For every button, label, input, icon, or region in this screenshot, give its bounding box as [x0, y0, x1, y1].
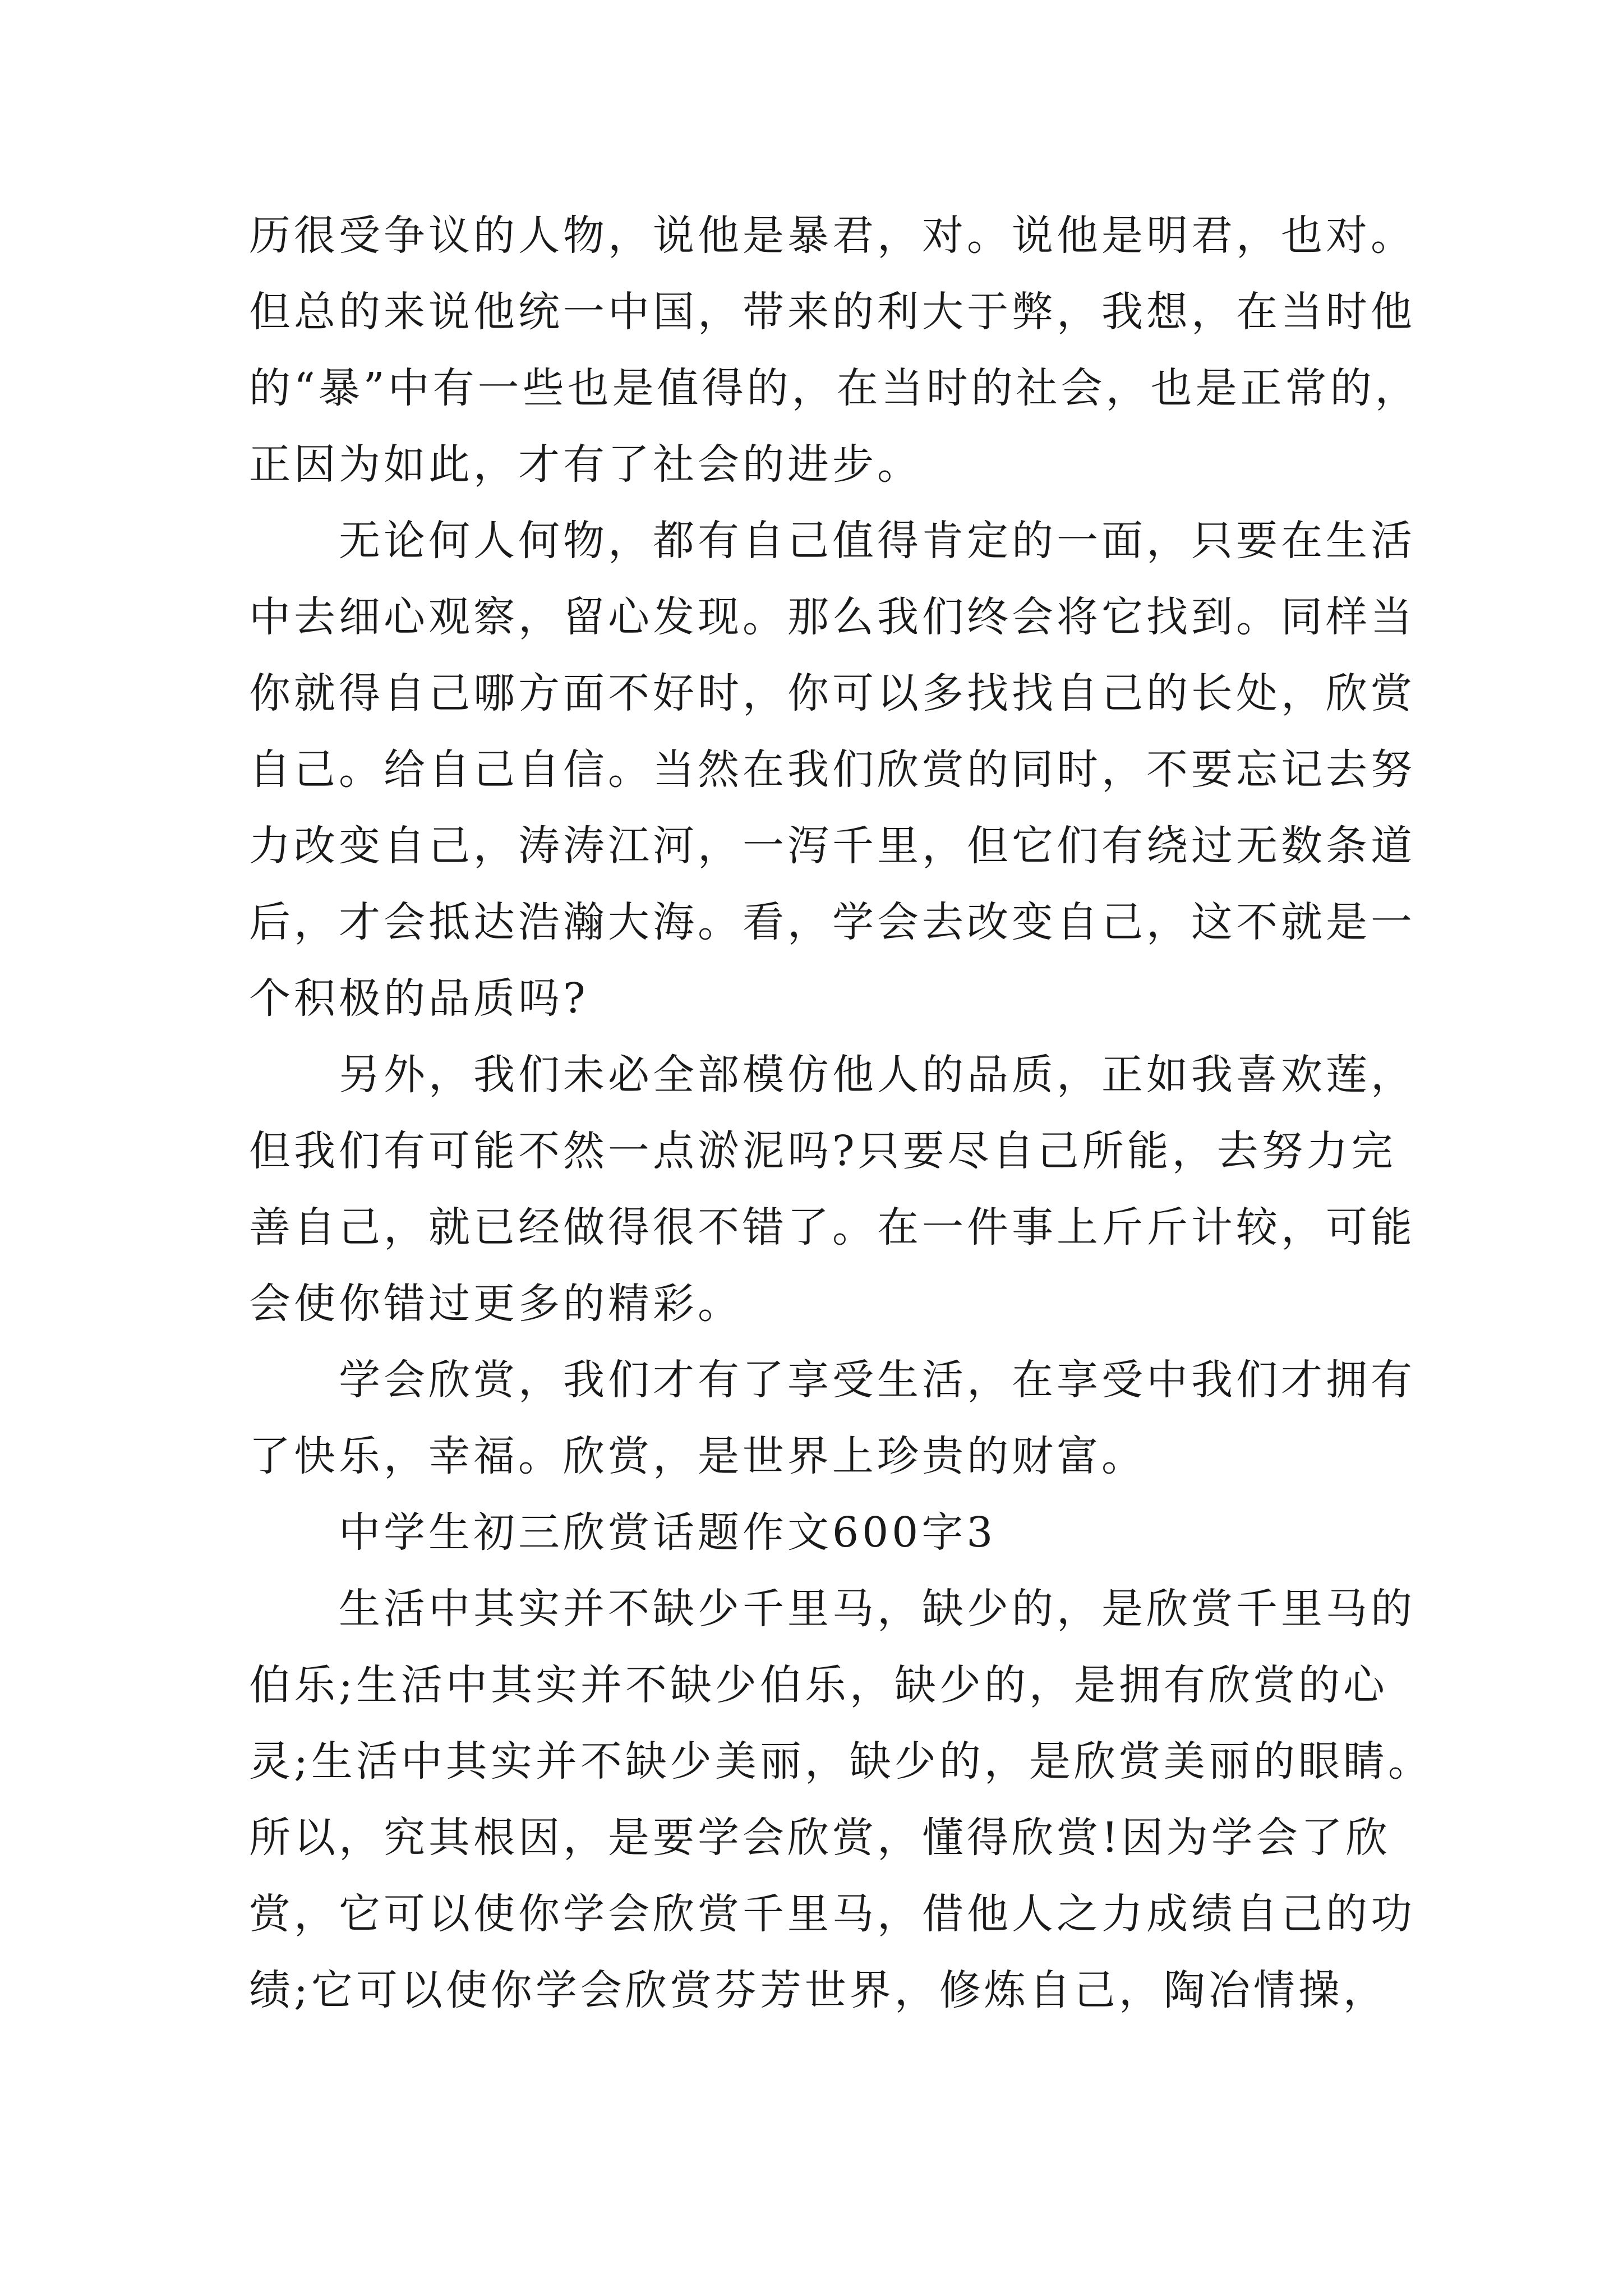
text-line: 了快乐，幸福。欣赏，是世界上珍贵的财富。	[249, 1432, 1146, 1480]
text-line: 赏，它可以使你学会欣赏千里马，借他人之力成绩自己的功	[249, 1890, 1415, 1938]
heading-line: 中学生初三欣赏话题作文600字3	[339, 1508, 997, 1557]
text-line: 另外，我们未必全部模仿他人的品质，正如我喜欢莲，	[339, 1051, 1415, 1099]
text-line: 所以，究其根因，是要学会欣赏，懂得欣赏!因为学会了欣	[249, 1814, 1391, 1862]
paragraph-2	[249, 503, 1415, 1037]
text-line: 你就得自己哪方面不好时，你可以多找找自己的长处，欣赏	[249, 669, 1415, 717]
section-heading	[249, 1494, 1387, 1571]
text-line: 中去细心观察，留心发现。那么我们终会将它找到。同样当	[249, 593, 1415, 641]
paragraph-4	[249, 1342, 1415, 1494]
text-line: 的“暴”中有一些也是值得的，在当时的社会，也是正常的，	[249, 364, 1420, 412]
text-line: 善自己，就已经做得很不错了。在一件事上斤斤计较，可能	[249, 1203, 1415, 1251]
text-line: 力改变自己，涛涛江河，一泻千里，但它们有绕过无数条道	[249, 822, 1415, 870]
paragraph-1	[249, 197, 1420, 503]
text-line: 学会欣赏，我们才有了享受生活，在享受中我们才拥有	[339, 1356, 1415, 1404]
text-line: 历很受争议的人物，说他是暴君，对。说他是明君，也对。	[249, 211, 1415, 260]
text-line: 灵;生活中其实并不缺少美丽，缺少的，是欣赏美丽的眼睛。	[249, 1737, 1433, 1786]
text-line: 正因为如此，才有了社会的进步。	[249, 440, 922, 489]
text-line: 绩;它可以使你学会欣赏芬芳世界，修炼自己，陶冶情操，	[249, 1966, 1388, 2014]
text-line: 个积极的品质吗?	[249, 974, 589, 1023]
text-line: 生活中其实并不缺少千里马，缺少的，是欣赏千里马的	[339, 1585, 1415, 1633]
text-line: 后，才会抵达浩瀚大海。看，学会去改变自己，这不就是一	[249, 898, 1415, 946]
text-line: 但总的来说他统一中国，带来的利大于弊，我想，在当时他	[249, 288, 1415, 336]
text-line: 自己。给自己自信。当然在我们欣赏的同时，不要忘记去努	[249, 746, 1415, 794]
text-line: 伯乐;生活中其实并不缺少伯乐，缺少的，是拥有欣赏的心	[249, 1661, 1388, 1709]
text-line: 但我们有可能不然一点淤泥吗?只要尽自己所能，去努力完	[249, 1127, 1396, 1175]
text-line: 会使你错过更多的精彩。	[249, 1280, 743, 1328]
paragraph-3	[249, 1037, 1415, 1342]
body-text	[249, 197, 1433, 2028]
text-line: 无论何人何物，都有自己值得肯定的一面，只要在生活	[339, 517, 1415, 565]
paragraph-5	[249, 1571, 1433, 2028]
